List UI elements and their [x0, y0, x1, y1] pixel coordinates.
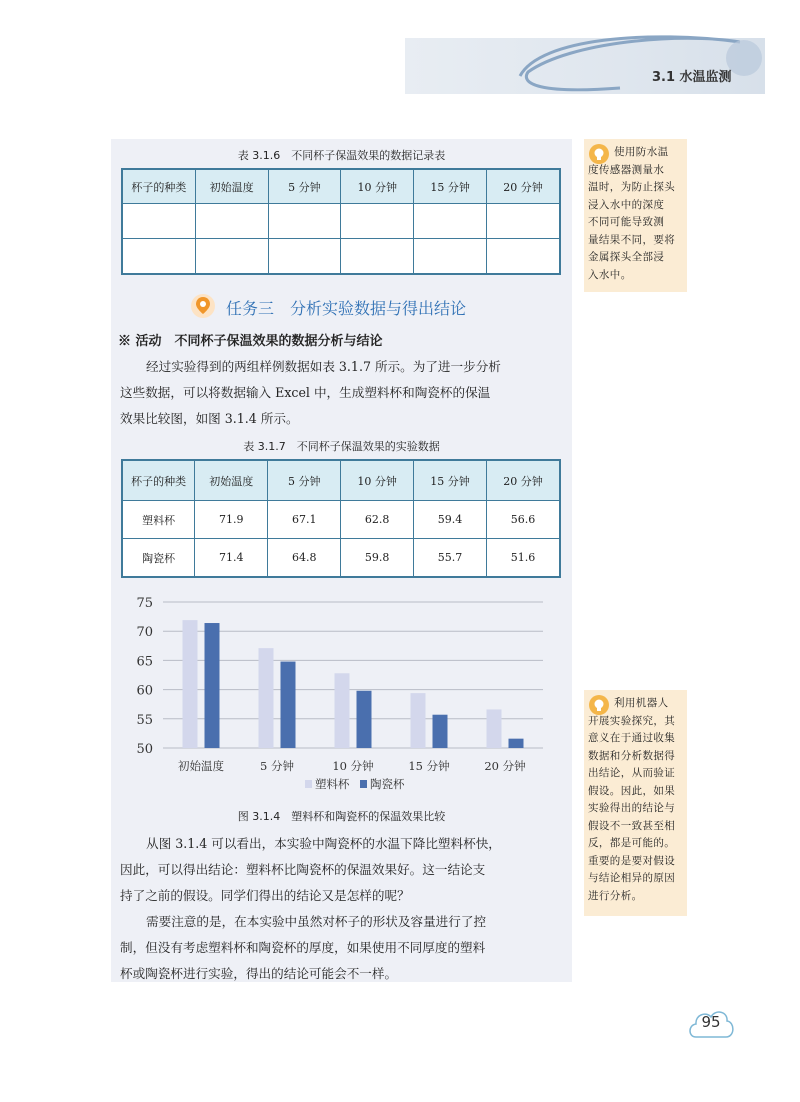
note-line: 不同可能导致测 — [588, 216, 665, 228]
legend-label: 陶瓷杯 — [370, 777, 405, 791]
record-table — [122, 169, 560, 274]
intro-paragraph — [120, 354, 568, 432]
y-tick-label: 60 — [136, 683, 153, 699]
table2-header: 15 分钟 — [414, 461, 487, 501]
table1-header: 10 分钟 — [341, 170, 414, 204]
header-swirl-logo — [500, 28, 780, 102]
table2-cell: 55.7 — [414, 539, 487, 577]
text-line: 需要注意的是，在本实验中虽然对杯子的形状及容量进行了控 — [146, 914, 487, 929]
bar-plastic — [487, 709, 502, 748]
table2-cell: 陶瓷杯 — [123, 539, 195, 577]
table2-header: 10 分钟 — [341, 461, 414, 501]
table1-cell — [268, 239, 341, 274]
table1-header: 15 分钟 — [414, 170, 487, 204]
task-title: 任务三 分析实验数据与得出结论 — [226, 299, 467, 318]
text-line: 效果比较图，如图 3.1.4 所示。 — [120, 411, 299, 426]
table1-cell — [487, 204, 560, 239]
table2-cell: 71.4 — [195, 539, 268, 577]
y-tick-label: 65 — [136, 654, 153, 670]
table1-cell — [123, 239, 196, 274]
note-line: 假设。因此，如果 — [588, 784, 676, 797]
experiment-data-table — [122, 460, 560, 577]
bar-plastic — [411, 693, 426, 748]
y-tick-label: 70 — [136, 625, 153, 641]
note-line: 进行分析。 — [588, 889, 643, 902]
note-line: 金属探头全部浸 — [588, 251, 665, 263]
lightbulb-icon — [588, 143, 610, 165]
note-line: 反，都是可能的。 — [588, 837, 676, 849]
page-number: 95 — [701, 1013, 721, 1031]
note-line: 数据和分析数据得 — [588, 749, 676, 762]
table2-cell: 59.4 — [414, 501, 487, 539]
activity-title: ※ 活动 不同杯子保温效果的数据分析与结论 — [118, 334, 383, 349]
note-line: 开展实验探究，其 — [588, 714, 676, 727]
table1-cell — [195, 204, 268, 239]
table1-cell — [487, 239, 560, 274]
x-tick-label: 15 分钟 — [408, 759, 450, 773]
table1-header: 20 分钟 — [487, 170, 560, 204]
tip-note-sensor — [584, 139, 687, 292]
text-line: 杯或陶瓷杯进行实验，得出的结论可能会不一样。 — [120, 966, 398, 981]
note-line: 度传感器测量水 — [588, 163, 665, 176]
table2-header: 杯子的种类 — [123, 461, 195, 501]
table1-cell — [414, 204, 487, 239]
note-line: 重要的是要对假设 — [588, 854, 676, 867]
note-line: 实验得出的结论与 — [588, 802, 676, 814]
note-line: 出结论，从而验证 — [588, 767, 676, 779]
note-line: 利用机器人 — [614, 697, 669, 709]
x-tick-label: 20 分钟 — [484, 759, 526, 773]
table1-cell — [341, 204, 414, 239]
table2-header: 5 分钟 — [268, 461, 341, 501]
note-line: 与结论相异的原因 — [588, 872, 676, 884]
text-line: 制，但没有考虑塑料杯和陶瓷杯的厚度，如果使用不同厚度的塑料 — [120, 940, 486, 955]
x-tick-label: 初始温度 — [178, 759, 224, 773]
table2-header: 20 分钟 — [487, 461, 560, 501]
bar-ceramic — [357, 691, 372, 748]
bar-ceramic — [281, 662, 296, 748]
bar-ceramic — [205, 623, 220, 748]
bar-plastic — [259, 648, 274, 748]
text-line: 这些数据，可以将数据输入 Excel 中，生成塑料杯和陶瓷杯的保温 — [120, 385, 491, 400]
table1-header: 初始温度 — [195, 170, 268, 204]
table1-header: 杯子的种类 — [123, 170, 196, 204]
table2-caption: 表 3.1.7 不同杯子保温效果的实验数据 — [243, 440, 440, 453]
page-number-badge — [686, 1003, 736, 1043]
section-title: 3.1 水温监测 — [652, 70, 732, 85]
x-tick-label: 10 分钟 — [332, 759, 374, 773]
y-tick-label: 55 — [136, 712, 153, 728]
table2-cell: 67.1 — [268, 501, 341, 539]
table2-cell: 59.8 — [341, 539, 414, 577]
bar-plastic — [335, 673, 350, 748]
table2-header: 初始温度 — [195, 461, 268, 501]
note-line: 浸入水中的深度 — [588, 198, 665, 211]
note-paragraph — [120, 909, 568, 987]
note-line: 使用防水温 — [614, 146, 669, 158]
note-line: 温时，为防止探头 — [588, 181, 676, 193]
y-tick-label: 75 — [136, 596, 153, 611]
temperature-bar-chart — [115, 590, 570, 805]
bar-plastic — [183, 620, 198, 748]
table1-header: 5 分钟 — [268, 170, 341, 204]
table2-cell: 64.8 — [268, 539, 341, 577]
y-tick-label: 50 — [136, 742, 153, 757]
conclusion-paragraph — [120, 831, 568, 909]
text-line: 经过实验得到的两组样例数据如表 3.1.7 所示。为了进一步分析 — [146, 359, 501, 374]
legend-swatch — [360, 780, 367, 788]
table1-cell — [268, 204, 341, 239]
table1-cell — [123, 204, 196, 239]
note-line: 意义在于通过收集 — [588, 732, 676, 744]
table1-cell — [195, 239, 268, 274]
table2-cell: 51.6 — [487, 539, 560, 577]
figure-caption: 图 3.1.4 塑料杯和陶瓷杯的保温效果比较 — [237, 810, 446, 823]
note-line: 量结果不同，要将 — [588, 233, 676, 246]
text-line: 从图 3.1.4 可以看出，本实验中陶瓷杯的水温下降比塑料杯快， — [146, 836, 501, 851]
legend-label: 塑料杯 — [315, 777, 350, 791]
table2-cell: 塑料杯 — [123, 501, 195, 539]
x-tick-label: 5 分钟 — [260, 759, 294, 773]
text-line: 因此，可以得出结论：塑料杯比陶瓷杯的保温效果好。这一结论支 — [120, 862, 486, 877]
table1-cell — [414, 239, 487, 274]
note-line: 入水中。 — [588, 268, 632, 281]
text-line: 持了之前的假设。同学们得出的结论又是怎样的呢？ — [120, 888, 410, 903]
legend-swatch — [305, 780, 312, 788]
table2-cell: 62.8 — [341, 501, 414, 539]
table2-cell: 56.6 — [487, 501, 560, 539]
table-row — [123, 539, 560, 577]
note-line: 假设不一致甚至相 — [588, 819, 676, 832]
table2-cell: 71.9 — [195, 501, 268, 539]
table1-caption: 表 3.1.6 不同杯子保温效果的数据记录表 — [237, 149, 446, 162]
table1-cell — [341, 239, 414, 274]
table-row — [123, 501, 560, 539]
bar-ceramic — [509, 739, 524, 748]
bar-ceramic — [433, 715, 448, 748]
lightbulb-icon — [588, 694, 610, 716]
tip-note-robot — [584, 690, 687, 916]
location-pin-icon — [190, 293, 216, 319]
